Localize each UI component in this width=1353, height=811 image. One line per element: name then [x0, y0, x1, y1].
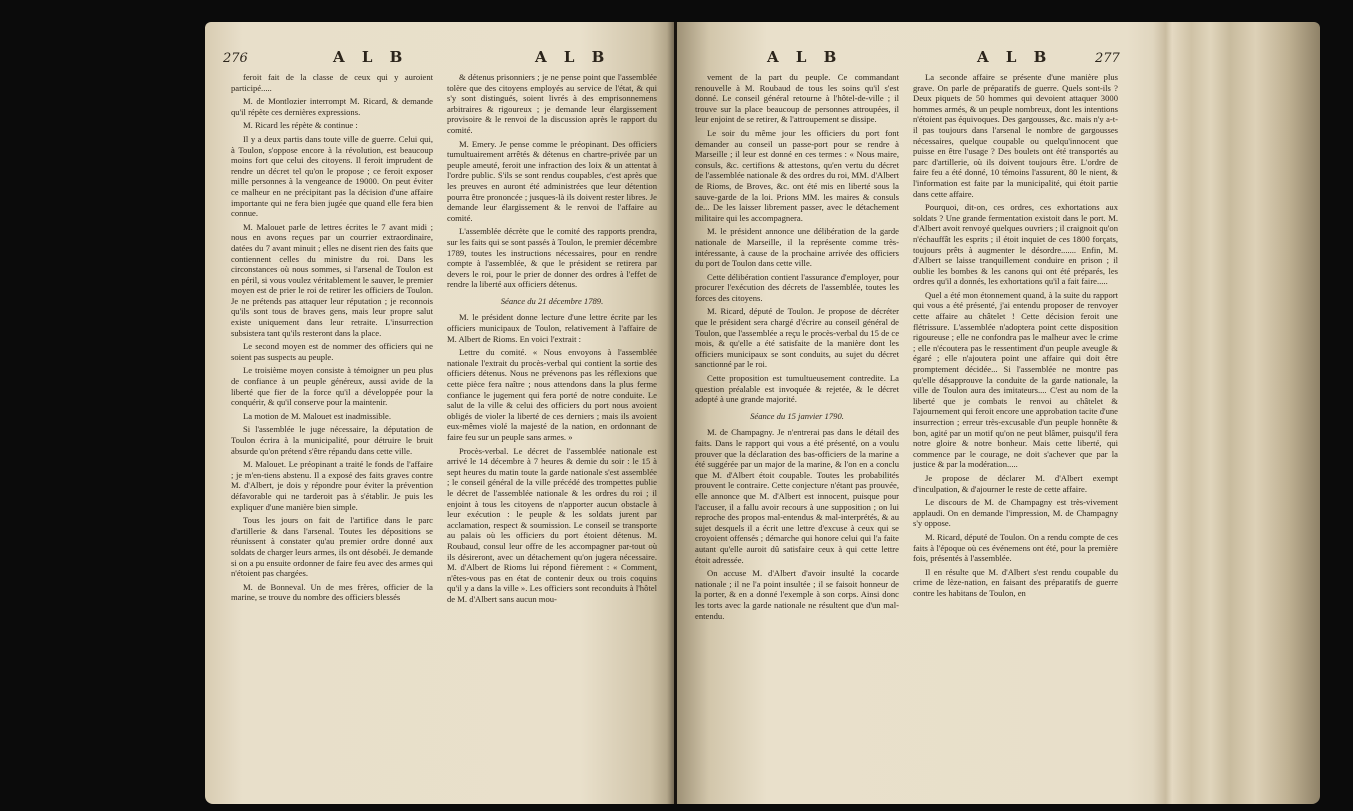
- left-page: [205, 22, 674, 804]
- paragraph: M. Malouet parle de lettres écrites le 7 avant midi ; nous en avons reçues par un courrier extraordinaire, datées du 7 avant minuit ; elles ne disent rien des faits que contiennent celles du ministre du roi. Dans les circonstances où nous sommes, si l'arsenal de Toulon est en péril, si vous voulez véritablement le sauver, le premier moyen est de prier le roi de retirer les officiers de Toulon. Je ne prétends pas attaquer leur réputation ; je reconnois qu'ils sont tous de braves gens, mais leur propre salut existe uniquement dans leur retraite. L'insurrection subsistera tant qu'ils resteront dans la place.: [231, 221, 433, 338]
- paragraph: M. le président annonce une délibération de la garde nationale de Marseille, il la représente comme très-intéressante, à cause de la prochaine arrivée des officiers du port de Toulon dans cette ville.: [695, 226, 899, 269]
- right-page-column-1: [695, 72, 899, 797]
- paragraph: Séance du 15 janvier 1790.: [750, 410, 844, 421]
- paragraph: Tous les jours on fait de l'artifice dans le parc d'artillerie & dans l'arsenal. Toutes les dépositions se réunissent à constater qu'au premier ordre donné aux soldats de charger leurs armes, ils ont désobéi. Je demande si on a pu ensuite ordonner de faire feu avec des armes qui n'étoient pas chargées.: [231, 515, 433, 579]
- left-page-column-2: [447, 72, 657, 797]
- paragraph: M. de Montlozier interrompt M. Ricard, & demande qu'il répète ces dernières expressions.: [231, 96, 433, 117]
- paragraph: On accuse M. d'Albert d'avoir insulté la cocarde nationale ; il ne l'a point insultée ; il se faisoit honneur de la porter, & en a donné l'exemple à son corps. Ainsi donc les torts avec la garde nationale ne résultent que d'un mal-entendu.: [695, 568, 899, 621]
- paragraph: Cette proposition est tumultueusement contredite. La question préalable est invoquée & rejetée, & le décret adopté à une grande majorité.: [695, 373, 899, 405]
- paragraph: Il en résulte que M. d'Albert s'est rendu coupable du crime de lèze-nation, en faisant des préparatifs de guerre contre les habitans de Toulon, en: [913, 566, 1118, 598]
- paragraph: Le discours de M. de Champagny est très-vivement applaudi. On en demande l'impression, M. de Champagny s'y oppose.: [913, 497, 1118, 529]
- paragraph: Le soir du même jour les officiers du port font demander au conseil un passe-port pour se rendre à Marseille ; il leur est donné en ces termes : « Nous maire, consuls, &c. certifions & attestons, qu'en vertu du décret de l'assemblée nationale & des ordres du roi, MM. d'Albert de Rioms, de Broves, &c. ont été mis en liberté sous la sauve-garde de la loi. Prions MM. les maires & consuls de... De les laisser librement passer, avec le détachement militaire qui les accompagnera.: [695, 127, 899, 223]
- page-number-left: 276: [223, 51, 248, 66]
- paragraph: & détenus prisonniers ; je ne pense point que l'assemblée tolère que des citoyens employés au service de l'état, & qui s'y sont distingués, soient livrés à des emprisonnemens arbitraires & rigoureux ; je demande leur élargissement provisoire & le renvoi de la discussion après le rapport du comité.: [447, 72, 657, 135]
- paragraph: Cette délibération contient l'assurance d'employer, pour procurer l'exécution des décrets de l'assemblée, toutes les forces des citoyens.: [695, 271, 899, 303]
- paragraph: Il y a deux partis dans toute ville de guerre. Celui qui, à Toulon, s'oppose encore à la révolution, est beaucoup moins fort que celui des citoyens. Il feroit imprudent de rendre un décret tel qu'on le propose ; ce feroit exposer mille personnes à la vengeance de 19000. On peut éviter ce malheur en ne précipitant pas la décision d'une affaire importante qui ne fera bien jugée que quand elle fera bien connue.: [231, 133, 433, 219]
- paragraph: Séance du 21 décembre 1789.: [500, 295, 604, 306]
- right-page-column-2: [913, 72, 1118, 797]
- paragraph: M. Ricard, député de Toulon. Je propose de décréter que le président sera chargé d'écrire au conseil général de Toulon, que l'assemblée a reçu le procès-verbal du 15 de ce mois, & qu'elle a été satisfaite de la manière dont les officiers municipaux se sont conduits, au sujet du décret sanctionné par le roi.: [695, 306, 899, 370]
- paragraph: M. Emery. Je pense comme le préopinant. Des officiers tumultuairement arrêtés & détenus en chartre-privée par un peuple ameuté, feroit une infraction des loix & un attentat à l'ordre public. S'ils se sont rendus coupables, c'est après que les preuves en auront été administrées que leur détention pourra être prononcée ; jusques-là ils doivent rester libres. Je demande leur élargissement & le renvoi de l'affaire au comité.: [447, 138, 657, 223]
- paragraph: M. de Bonneval. Un de mes frères, officier de la marine, se trouve du nombre des officiers blessés: [231, 581, 433, 603]
- page-number-right: 277: [1095, 51, 1120, 66]
- paragraph: M. Ricard, député de Toulon. On a rendu compte de ces faits à l'époque où ces événemens ont été, pour la première fois, présentés à l'assemblée.: [913, 531, 1118, 564]
- paragraph: Le second moyen est de nommer des officiers qui ne soient pas suspects au peuple.: [231, 341, 433, 362]
- running-head-left-1: A L B: [333, 48, 409, 66]
- paragraph: M. le président donne lecture d'une lettre écrite par les officiers municipaux de Toulon, relativement à l'affaire de M. Albert de Rioms. En voici l'extrait :: [447, 312, 657, 344]
- paragraph: La seconde affaire se présente d'une manière plus grave. On parle de préparatifs de guerre. Quels sont-ils ? Deux piquets de 50 hommes qui devoient attaquer 3000 hommes armés, & un peuple nombreux, dont les intentions n'étoient pas équivoques. Des gargousses, &c. mais n'y a-t-il pas toujours dans l'arsenal le nombre de gargousses nécessaires, quelque coupable ou quelqu'innocent que puisse en être l'usage ? Des boulets ont été transportés au parc d'artillerie, où ils doivent toujours être. L'ordre de faire feu a été donné, 10 témoins l'assurent, 80 le nient, & l'information est faite par la municipalité, qui étoit partie dans cette affaire.: [913, 72, 1118, 199]
- paragraph: M. Malouet. Le préopinant a traité le fonds de l'affaire ; je m'en-tiens abstenu. Il a exposé des faits graves contre M. d'Albert, je dois y répondre pour éviter la prévention défavorable qui ne tarderoit pas à s'établir. Je puis les expliquer d'une manière bien simple.: [231, 459, 433, 512]
- paragraph: Pourquoi, dit-on, ces ordres, ces exhortations aux soldats ? Une grande fermentation existoit dans le port. M. d'Albert avoit renvoyé quelques ouvriers ; il craignoit qu'on n'échauffât les esprits ; il étoit inquiet de ces 1800 forçats, toujours prêts à augmenter le désordre....... Enfin, M. d'Albert se laisse tranquillement conduire en prison ; il oublie les bombes & les canons qui ont été préparés, les ordres qu'il a donnés, les exhortations qu'il a fait faire.....: [913, 202, 1118, 287]
- paragraph: L'assemblée décrète que le comité des rapports prendra, sur les faits qui se sont passés à Toulon, le premier décembre 1789, toutes les instructions nécessaires, pour en rendre compte à l'assemblée, & que le président se retirera par devers le roi, pour le prier de donner des ordres à l'effet de rendre la liberté aux officiers détenus.: [447, 226, 657, 290]
- paragraph: vement de la part du peuple. Ce commandant renouvelle à M. Roubaud de tous les soins qu'il s'est donné. Le conseil général retourne à l'hôtel-de-ville ; il trouve sur la place beaucoup de personnes attroupées, il leur enjoint de se retirer, & l'attroupement se dissipe.: [695, 72, 899, 125]
- paragraph: Procès-verbal. Le décret de l'assemblée nationale est arrivé le 14 décembre à 7 heures & demie du soir : le 15 à sept heures du matin toute la garde nationale s'est assemblée ; le conseil général de la ville précédé des trompettes publie le décret de l'assemblée nationale & les ordres du roi ; il enjoint à tous les citoyens de n'apporter aucun obstacle à leur exécution : le peuple & les soldats jurent par acclamation, respect & soumission. Le conseil se transporte au palais où les officiers du port étoient détenus. M. Roubaud, consul leur offre de les accompagner par-tout où ils désireront, avec un détachement qu'on jugera nécessaire. M. d'Albert de Rioms lui répond fièrement : « Comment, n'êtes-vous pas en état de contenir deux ou trois coquins qu'il y a dans la ville ». Les officiers sont reconduits à l'hôtel de M. d'Albert sans aucun mou-: [447, 445, 657, 604]
- paragraph: Le troisième moyen consiste à témoigner un peu plus de confiance à un peuple généreux, aussi avide de la liberté que fier de la force qu'il a développée pour la conquérir, & qu'il conserve pour la maintenir.: [231, 365, 433, 408]
- running-head-left-2: A L B: [535, 48, 611, 66]
- left-page-column-1: [231, 72, 433, 797]
- running-head-right-2: A L B: [977, 48, 1053, 66]
- paragraph: Si l'assemblée le juge nécessaire, la députation de Toulon écrira à la municipalité, pour détruire le bruit absurde qu'on prétend s'être répandu dans cette ville.: [231, 424, 433, 456]
- paragraph: Quel a été mon étonnement quand, à la suite du rapport qui vous a été présenté, j'ai entendu proposer de renvoyer cette affaire au châtelet ! Cette décision feroit une flétrissure. L'assemblée n'adoptera point cette disposition rigoureuse ; elle ne confondra pas le malheur avec le crime ; elle n'écoutera pas le ressentiment d'un peuple aveugle & égaré ; elle n'ajoutera point une affaire qui doit être promptement décidée... Si l'assemblée ne montre pas qu'elle désapprouve la conduite de la garde nationale, la ville de Toulon aura des imitateurs.... C'est au nom de la liberté que je combats le renvoi au châtelet & l'ajournement qui feroit encore une approbation tacite d'une insurrection ; erreur très-excusable d'un peuple honnête & bon, agité par un motif qu'on ne peut blâmer, puisqu'il fera notre gloire & notre bonheur. Mais cette liberté, qui commence par le courage, ne doit s'achever que par la justice & par la modération.....: [913, 289, 1118, 470]
- paragraph: M. de Champagny. Je n'entrerai pas dans le détail des faits. Dans le rapport qui vous a été présenté, on a voulu prouver que la déclaration des bas-officiers de la marine a été suggérée par un major de la marine, & l'on en a conclu que M. d'Albert étoit coupable. Toutes les probabilités prouvent le contraire. Cette conjecture n'étant pas prouvée, elle annonce que M. d'Albert est innocent, puisque pour l'accuser, il a fallu avoir recours à une supposition ; on lui reproche des propos mal-entendus & mal-interprétés, & au sujet desquels il a écrit une lettre d'excuse à ceux qui se croyoient offensés ; démarche qui honore celui qui l'a faite autant qu'elle auroit dû satisfaire ceux à qui cette lettre étoit adressée.: [695, 427, 899, 565]
- paragraph: feroit fait de la classe de ceux qui y auroient participé.....: [231, 72, 433, 93]
- paragraph: M. Ricard les répète & continue :: [243, 120, 358, 131]
- right-page: [677, 22, 1320, 804]
- paragraph: Je propose de déclarer M. d'Albert exempt d'inculpation, & d'ajourner le reste de cette affaire.: [913, 472, 1118, 494]
- paragraph: La motion de M. Malouet est inadmissible.: [243, 410, 391, 421]
- open-book: [205, 22, 1320, 804]
- paragraph: Lettre du comité. « Nous envoyons à l'assemblée nationale l'extrait du procès-verbal qui contient la sortie des officiers détenus. Nous ne prévenons pas les réflexions que cette pièce fera naître ; nous attendons dans la plus ferme confiance le jugement qui fera porté de notre conduite. Le salut de la ville & celui des officiers du port nous avoient obligés de violer la liberté de ces derniers ; mais ils avoient eux-mêmes violé la majesté de la nation, en ordonnant de faire feu sur un peuple sans armes. »: [447, 347, 657, 442]
- running-head-right-1: A L B: [767, 48, 843, 66]
